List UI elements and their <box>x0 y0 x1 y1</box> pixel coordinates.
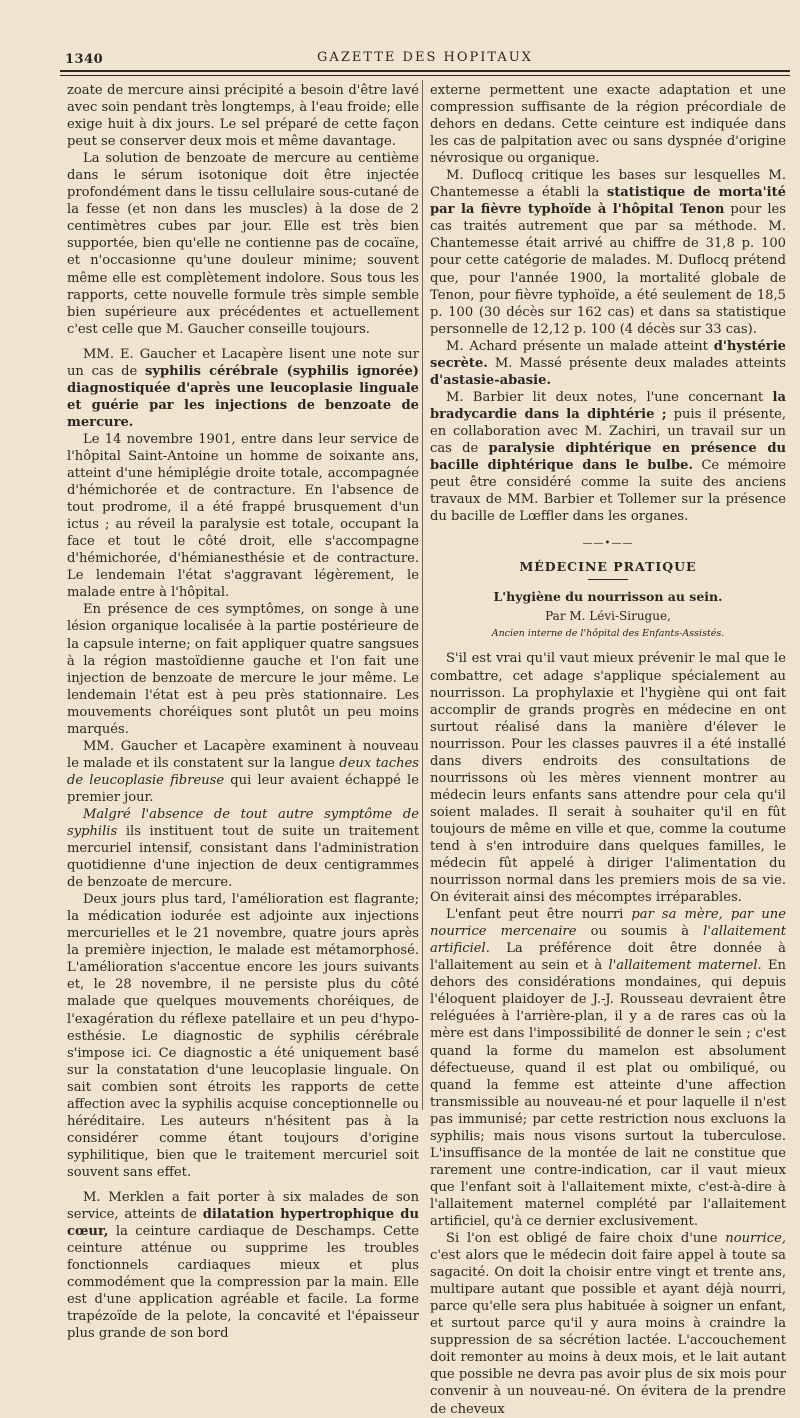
text-run-bold: d'hystérie secrète. <box>430 338 786 371</box>
text-run: qui leur avaient échappé le premier jour. <box>67 772 419 805</box>
text-run-italic: deux taches de leucoplasie fibreuse <box>67 755 419 788</box>
paragraph <box>67 738 419 806</box>
paragraph <box>430 389 786 525</box>
section-rule <box>588 579 628 580</box>
text-run-italic: l'allaitement maternel. <box>608 958 762 974</box>
text-run-bold: paralysie diphtérique en présence du bacille diphtérique dans le bulbe. <box>430 440 786 474</box>
text-run: c'est alors que le médecin doit faire appel à toute sa sagacité. On doit la choisir entre vingt et trente ans, multipare autant que possible et ayant déjà nourri, parce qu'elle sera plus habituée à soigner un enfant, et surtout parce qu'il y aura moins à craindre la suppression de sa sécrétion lactée. L'accouchement doit remonter au moins à deux mois, et le lait autant que possible ne devra pas avoir plus de six mois pour convenir à un nouveau-né. On évitera de la prendre de cheveux <box>430 1248 786 1417</box>
text-run: M. Duflocq critique les bases sur lesquelles M. Chantemesse a établi la <box>430 168 786 201</box>
text-run-bold: syphilis cérébrale (syphilis ignorée) diagnostiquée d'après une leucoplasie linguale et guérie par les injections de benzoate de mercure. <box>67 363 419 430</box>
text-run-italic: nourrice, <box>725 1231 786 1247</box>
paragraph: Le 14 novembre 1901, entre dans leur service de l'hôpital Saint-Antoine un homme de soixante ans, atteint d'une hémiplégie droite totale, accompagnée d'hémichorée et de contracture. En l'absence de tout prodrome, il a été frappé brusquement d'un ictus ; au réveil la paralysie est totale, occupant la face et tout le côté droit, elle s'accompagne d'hémichorée, d'hémianesthésie et de contracture. Le lendemain l'état s'aggravant légèrement, le malade entre à l'hôpital. <box>67 431 419 601</box>
paragraph: zoate de mercure ainsi précipité a besoin d'être lavé avec soin pendant très longtemps, à l'eau froide; elle exige huit à dix jours. Le sel préparé de cette façon peut se conserver deux mois et même davantage. <box>67 83 419 150</box>
author-affiliation: Ancien interne de l'hôpital des Enfants-Assistés. <box>491 628 725 640</box>
paragraph <box>67 346 419 431</box>
right-column <box>430 82 786 1418</box>
header-rule-thin <box>60 75 790 76</box>
section-heading: MÉDECINE PRATIQUE <box>519 559 697 575</box>
paragraph <box>67 806 419 891</box>
text-run: MM. Gaucher et Lacapère examinent à nouveau le malade et ils constatent sur la langue <box>67 738 419 771</box>
text-run-italic: Malgré l'absence de tout autre symptôme de syphilis <box>67 806 419 840</box>
text-run: pour les cas traités autrement que par sa méthode. M. Chantemesse était arrivé au chiffre de 31,8 p. 100 pour cette catégorie de malades. M. Duflocq prétend que, pour l'année 1900, la mortalité globale de Tenon, pour fièvre typhoïde, a été seulement de 18,5 p. 100 (30 décès sur 162 cas) et dans sa statistique personnelle de 12,12 p. 100 (4 décès sur 33 cas). <box>430 202 786 337</box>
paragraph: La solution de benzoate de mercure au centième dans le sérum isotonique doit être injectée profondément dans le tissu cellulaire sous-cutané de la fesse (et non dans les muscles) à la dose de 2 centimètres cubes par jour. Elle est très bien supportée, bien qu'elle ne contienne pas de cocaïne, et n'occasionne qu'une douleur minime; souvent même elle est complètement indolore. Sous tous les rapports, cette nouvelle formule très simple semble bien supérieure aux précédentes et actuellement c'est celle que M. Gaucher conseille toujours. <box>67 151 419 337</box>
left-column <box>67 82 419 1342</box>
paragraph <box>67 1189 419 1342</box>
paragraph: Deux jours plus tard, l'amélioration est flagrante; la médication iodurée est adjointe aux injections mercurielles et le 21 novembre, quatre jours après la première injection, le malade est métamorphosé. L'amélioration s'accentue encore les jours suivants et, le 28 novembre, il ne persiste plus du côté malade que quelques mouvements choréiques, de l'exagération du réflexe patellaire et un peu d'hypo-esthésie. Le diagnostic de syphilis cérébrale s'impose ici. Ce diagnostic a été uniquement basé sur la constatation d'une leucoplasie linguale. On sait combien sont étroits les rapports de cette affection avec la syphilis acquise conceptionnelle ou héréditaire. Les auteurs n'hésitent pas à la considérer comme étant toujours d'origine syphilitique, bien que le traitement mercuriel soit souvent sans effet. <box>67 892 419 1180</box>
text-run: La préférence doit être donnée à l'allaitement au sein et à <box>430 941 786 974</box>
paragraph: S'il est vrai qu'il vaut mieux prévenir le mal que le combattre, cet adage s'applique spécialement au nourrisson. La prophylaxie et l'hygiène qui ont fait accomplir de grands progrès en médecine en ont surtout réalisé dans la manière d'élever le nourrisson. Pour les classes pauvres il a été installé dans divers endroits des consultations de nourrissons où les mères viennent montrer au médecin leurs enfants sans attendre pour cela qu'il soient malades. Il serait à souhaiter qu'il en fût toujours de même en ville et que, comme la coutume tend à s'en introduire dans quelques familles, le médecin fût appelé à diriger l'alimentation du nourrisson normal dans les premiers mois de sa vie. On éviterait ainsi des mécomptes irréparables. <box>430 651 786 906</box>
paragraph <box>430 1230 786 1418</box>
text-run: En dehors des considérations mondaines, qui depuis l'éloquent plaidoyer de J.-J. Rousseau devraient être reléguées à l'arrière-plan, il y a de rares cas où la mère est dans l'impossibilité de donner le sein ; c'est quand la forme du mamelon est absolument défectueuse, quand il est plat ou ombiliqué, ou quand la femme est atteinte d'une affection transmissible au nouveau-né et pour laquelle il n'est pas immunisé; par cette restriction nous excluons la syphilis; mais nous visons surtout la tuberculose. L'insuffisance de la montée de lait ne constitue que rarement une contre-indication, car il vaut mieux que l'enfant soit à l'allaitement mixte, c'est-à-dire à l'allaitement maternel complété par l'allaitement artificiel, qu'à ce dernier exclusivement. <box>430 958 786 1229</box>
text-run: Ce mémoire peut être considéré comme la suite des anciens travaux de MM. Barbier et Tollemer sur la présence du bacille de Lœffler dans les organes. <box>430 458 786 525</box>
text-run: M. Merklen a fait porter à six malades de son service, atteints de <box>67 1190 419 1223</box>
text-run: M. Achard présente un malade atteint <box>446 338 708 354</box>
text-run: puis il présente, en collaboration avec M. Zachiri, un travail sur un cas de <box>430 406 786 456</box>
text-run-bold: d'astasie-abasie. <box>430 372 552 388</box>
text-run: M. Massé présente deux malades atteints <box>494 355 786 371</box>
text-run: la ceinture cardiaque de Deschamps. Cette ceinture atténue ou supprime les troubles fonctionnels cardiaques mieux et plus commodément que la compression par la main. Elle est d'une application agréable et facile. La forme trapézoïde de la pelote, la concavité et l'épaisseur plus grande de son bord <box>67 1224 419 1342</box>
article-title: L'hygiène du nourrisson au sein. <box>493 589 723 605</box>
text-run: ou soumis à <box>590 924 690 940</box>
text-run: ils instituent tout de suite un traitement mercuriel intensif, consistant dans l'administration quotidienne d'une injection de deux centigrammes de benzoate de mercure. <box>67 824 419 891</box>
paragraph <box>430 338 786 389</box>
header-rule <box>60 70 790 72</box>
text-run-italic: l'allaitement artificiel. <box>430 924 787 957</box>
section-separator: ——•—— <box>582 538 634 550</box>
column-divider <box>422 80 423 1110</box>
text-run: L'enfant peut être nourri <box>446 907 624 923</box>
text-run: MM. E. Gaucher et Lacapère lisent une note sur un cas de <box>67 346 419 379</box>
page-header <box>60 42 790 70</box>
text-run-bold: dilatation hypertrophique du cœur, <box>67 1207 419 1240</box>
article-byline: Par M. Lévi-Sirugue, <box>545 609 671 624</box>
paragraph: En présence de ces symptômes, on songe à une lésion organique localisée à la partie postérieure de la capsule interne; on fait appliquer quatre sangsues à la région mastoïdienne gauche et l'on fait une injection de benzoate de mercure le jour même. Le lendemain l'état est à peu près stationnaire. Les mouvements choréiques sont plutôt un peu moins marqués. <box>67 602 419 737</box>
text-run-italic: par sa mère, par une nourrice mercenaire <box>430 907 786 940</box>
paragraph: externe permettent une exacte adaptation et une compression suffisante de la région précordiale de dehors en dedans. Cette ceinture est indiquée dans les cas de palpitation avec ou sans dyspnée d'origine névrosique ou organique. <box>430 83 786 167</box>
paragraph <box>430 167 786 337</box>
text-run-bold: statistique de morta'ité par la fièvre typhoïde à l'hôpital Tenon <box>430 185 787 218</box>
paragraph <box>430 906 786 1230</box>
page-number: 1340 <box>65 52 104 67</box>
journal-title: GAZETTE DES HOPITAUX <box>317 50 533 65</box>
text-run: M. Barbier lit deux notes, l'une concernant <box>446 389 764 405</box>
text-run-bold: la bradycardie dans la diphtérie ; <box>430 389 786 422</box>
text-run: Si l'on est obligé de faire choix d'une <box>446 1231 718 1247</box>
